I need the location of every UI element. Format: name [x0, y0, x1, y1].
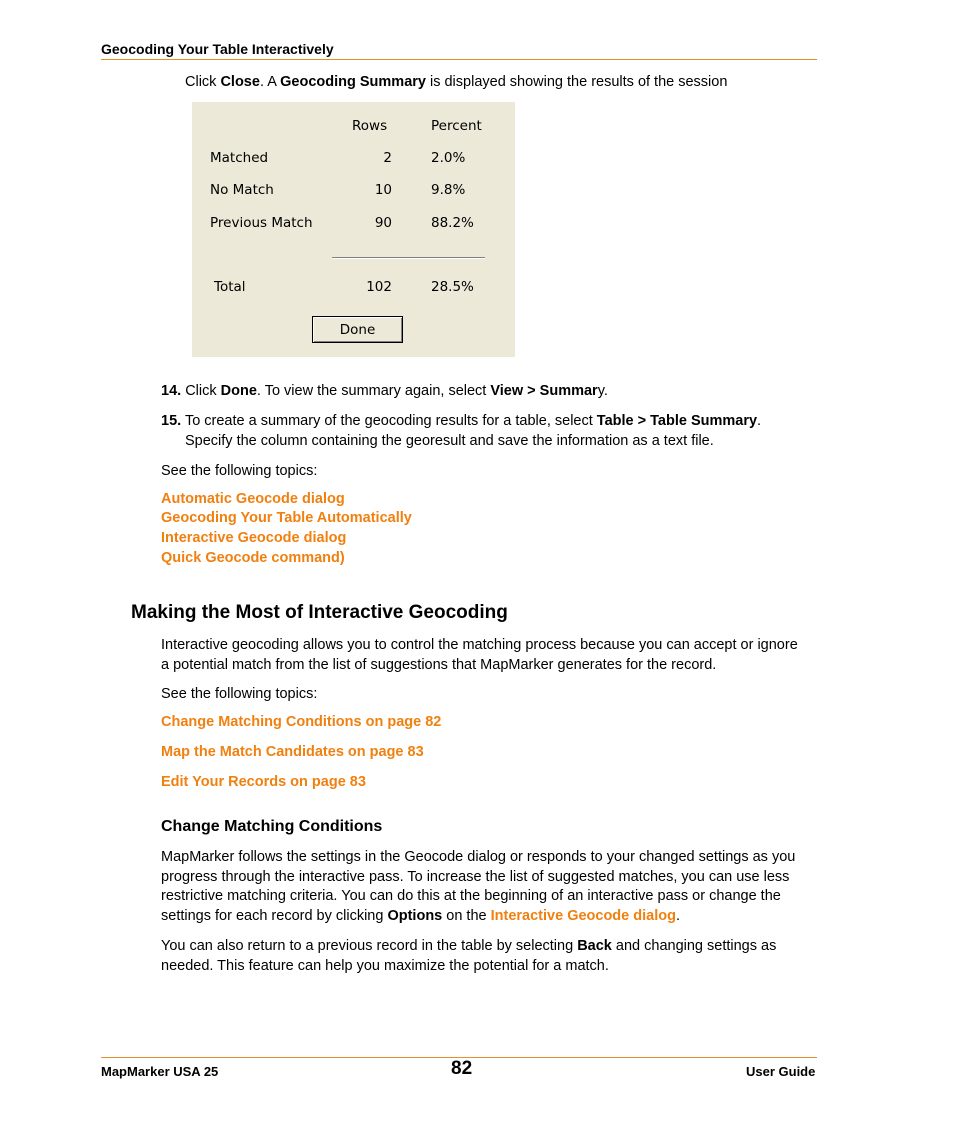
step-text: y. [597, 383, 608, 399]
link-automatic-geocode-dialog[interactable]: Automatic Geocode dialog [161, 491, 345, 507]
paragraph-line [161, 906, 680, 926]
step-text: Click [181, 383, 221, 399]
link-interactive-geocode-dialog-inline[interactable]: Interactive Geocode dialog [490, 908, 676, 924]
row-count: 90 [374, 215, 392, 231]
total-separator [332, 257, 485, 259]
view-summary-term: View > Summar [490, 383, 598, 399]
section-paragraph-line: a potential match from the list of suggestions that MapMarker generates for the record. [161, 657, 717, 673]
see-topics-label: See the following topics: [161, 686, 318, 702]
link-edit-your-records[interactable]: Edit Your Records on page 83 [161, 774, 366, 790]
row-percent: 88.2% [431, 215, 474, 231]
done-term: Done [220, 383, 257, 399]
header-rule [101, 59, 817, 60]
row-label: Previous Match [210, 215, 313, 231]
footer-product: MapMarker USA 25 [101, 1064, 219, 1079]
step-14 [161, 381, 608, 401]
col-header-percent: Percent [431, 118, 482, 134]
geocoding-summary-dialog [192, 102, 515, 357]
paragraph-text: . [675, 908, 680, 924]
link-map-match-candidates[interactable]: Map the Match Candidates on page 83 [161, 744, 424, 760]
paragraph-text: You can also return to a previous record in the table by selecting [161, 938, 578, 954]
step-number: 15. [161, 413, 182, 429]
link-change-matching-conditions[interactable]: Change Matching Conditions on page 82 [161, 714, 442, 730]
row-label: Matched [210, 150, 269, 166]
paragraph-line: restrictive matching criteria. You can do this at the beginning of an interactive pass or change the [161, 888, 781, 904]
row-label: No Match [210, 182, 274, 198]
link-quick-geocode-command[interactable]: Quick Geocode command) [161, 550, 345, 566]
intro-paragraph [185, 72, 727, 92]
running-header: Geocoding Your Table Interactively [101, 41, 334, 57]
paragraph-line: needed. This feature can help you maximize the potential for a match. [161, 958, 609, 974]
intro-text: . A [259, 74, 281, 90]
intro-text: is displayed showing the results of the session [425, 74, 728, 90]
close-term: Close [220, 74, 260, 90]
paragraph-line [161, 936, 776, 956]
step-text: . To view the summary again, select [256, 383, 491, 399]
link-interactive-geocode-dialog[interactable]: Interactive Geocode dialog [161, 530, 347, 546]
paragraph-line: progress through the interactive pass. To increase the list of suggested matches, you can use less [161, 869, 790, 885]
step-text: To create a summary of the geocoding results for a table, select [181, 413, 597, 429]
step-15-continued: Specify the column containing the georesult and save the information as a text file. [185, 433, 714, 449]
col-header-rows: Rows [352, 118, 388, 134]
row-count: 2 [383, 150, 392, 166]
total-label: Total [214, 279, 246, 295]
step-text: . [757, 413, 762, 429]
page-number: 82 [451, 1058, 473, 1079]
paragraph-line: MapMarker follows the settings in the Geocode dialog or responds to your changed settings as you [161, 849, 796, 865]
row-count: 10 [374, 182, 392, 198]
done-button[interactable]: Done [312, 316, 403, 343]
table-summary-term: Table > Table Summary [596, 413, 758, 429]
footer-guide: User Guide [746, 1064, 816, 1079]
step-15 [161, 411, 761, 431]
total-percent: 28.5% [431, 279, 474, 295]
total-count: 102 [366, 279, 392, 295]
intro-text: Click [185, 74, 221, 90]
step-number: 14. [161, 383, 182, 399]
paragraph-text: and changing settings as [611, 938, 777, 954]
subsection-heading: Change Matching Conditions [161, 818, 383, 835]
paragraph-text: settings for each record by clicking [161, 908, 388, 924]
see-topics-label: See the following topics: [161, 463, 318, 479]
geocoding-summary-term: Geocoding Summary [280, 74, 426, 90]
options-term: Options [387, 908, 443, 924]
row-percent: 9.8% [431, 182, 466, 198]
section-heading: Making the Most of Interactive Geocoding [131, 602, 508, 623]
section-paragraph-line: Interactive geocoding allows you to control the matching process because you can accept or ignore [161, 637, 798, 653]
row-percent: 2.0% [431, 150, 466, 166]
paragraph-text: on the [442, 908, 491, 924]
back-term: Back [577, 938, 612, 954]
link-geocoding-table-automatically[interactable]: Geocoding Your Table Automatically [161, 510, 412, 526]
